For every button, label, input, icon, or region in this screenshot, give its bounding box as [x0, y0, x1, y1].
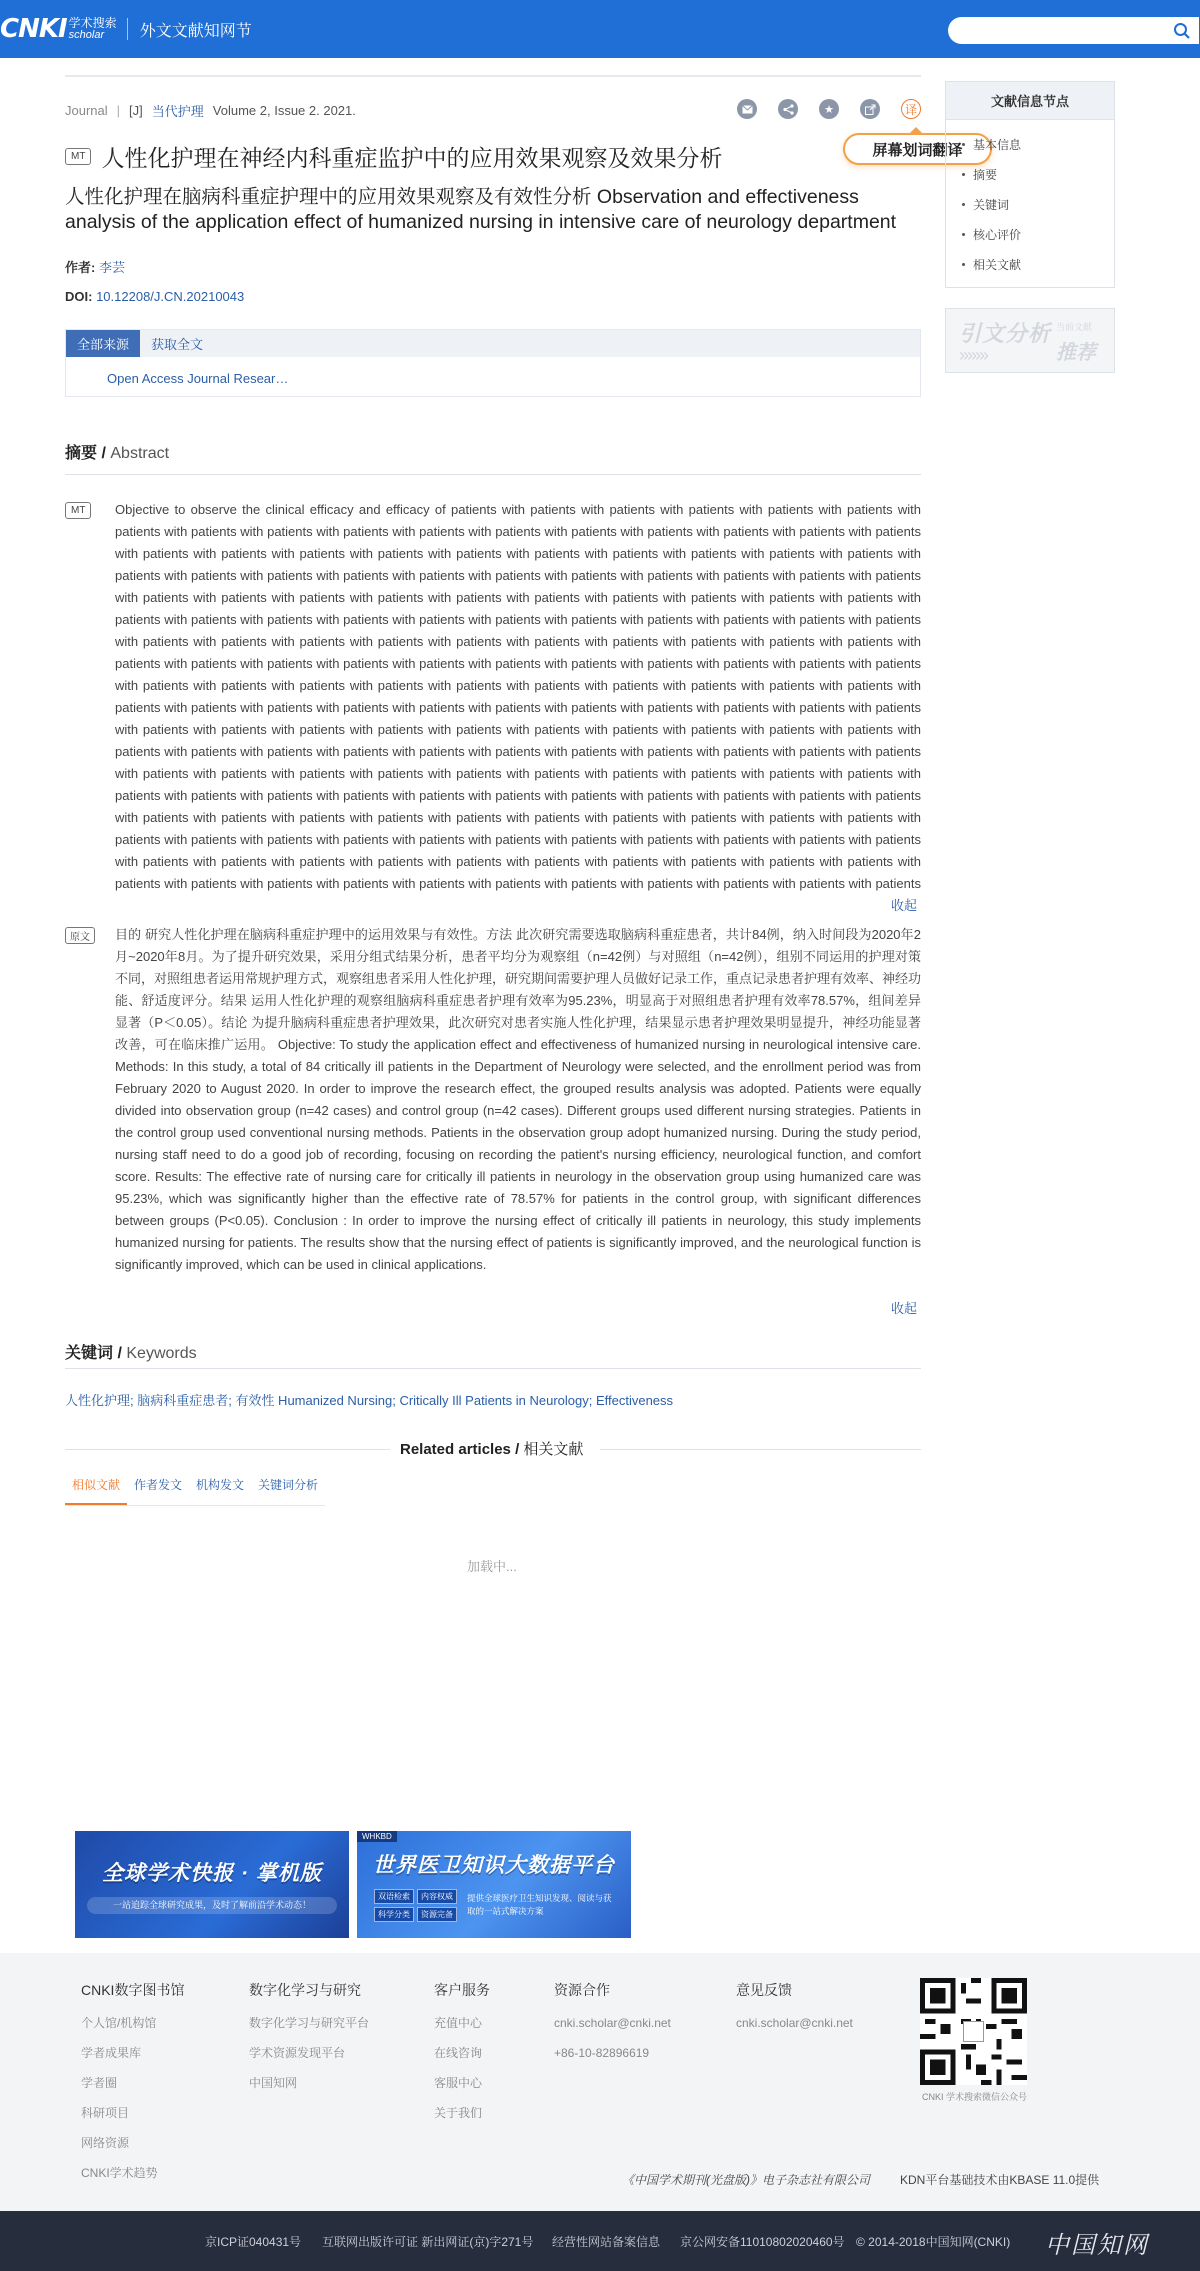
site-footer: [0, 1953, 1200, 2211]
info-nodes-panel: [945, 81, 1115, 288]
translate-button[interactable]: 译: [901, 99, 921, 119]
source-link[interactable]: Open Access Journal Resear…: [107, 371, 289, 386]
wechat-qr-code: [920, 1978, 1027, 2085]
kbase-text: KDN平台基础技术由KBASE 11.0提供: [900, 2173, 1100, 2187]
keywords-heading: 关键词 / Keywords: [65, 1345, 197, 1362]
page-title: [65, 140, 722, 173]
tab-institution-articles[interactable]: 机构发文: [196, 1478, 245, 1492]
cnki-footer-logo[interactable]: 中国知网: [1045, 2231, 1149, 2259]
star-icon[interactable]: ★: [819, 99, 839, 119]
abstract-divider: [65, 474, 921, 475]
license-link[interactable]: 互联网出版许可证 新出网证(京)字271号: [322, 2235, 534, 2249]
journal-meta: [65, 101, 356, 120]
tab-author-articles[interactable]: 作者发文: [134, 1478, 183, 1492]
collapse-link[interactable]: 收起: [890, 1301, 917, 1316]
journal-name-link[interactable]: 当代护理: [151, 104, 204, 119]
sidebar-item-keywords[interactable]: 关键词: [962, 196, 1009, 213]
footer-link[interactable]: 关于我们: [434, 2106, 483, 2120]
related-tabs: [65, 1474, 325, 1506]
author-label: 作者:: [65, 260, 96, 275]
footer-link[interactable]: 客服中心: [434, 2076, 483, 2090]
abstract-original-text: 目的 研究人性化护理在脑病科重症护理中的运用效果与有效性。方法 此次研究需要选取脑病科重症患者，共计84例，纳入时间段为2020年2月~2020年8月。为了提升研究效果，采用分组式结果分析，患者平均分为观察组（n=42例）与对照组（n=42例），组别不同运用的护理对策不同，对照组患者运用常规护理方式，观察组患者采用人性化护理，研究期间需要护理人员做好记录工作，重点记录患者护理有效率、神经功能、舒适度评分。结果 运用人性化护理的观察组脑病科重症患者护理有效率为95.23%，明显高于对照组患者护理有效率78.57%，组间差异显著（P＜0.05）。结论 为提升脑病科重症患者护理效果，此次研究对患者实施人性化护理，结果显示患者护理效果明显提升，神经功能显著改善，可在临床推广运用。 Objective: To study the application effect and effectiveness of humanized nursing in neurological intensive care. Methods: In this study, a total of 84 critically ill patients in the Department of Neurology were selected, and the enrollment period was from February 2020 to August 2020. In order to improve the research effect, the grouped results analysis was adopted. Patients were equally divided into observation group (n=42 cases) and control group (n=42 cases). Different groups used different nursing strategies. Patients in the control group used conventional nursing methods. Patients in the observation group adopt humanized nursing. During the study period, nursing staff need to do a good job of recording, focusing on recording the patient's nursing efficiency, neurological function, and comfort score. Results: The effective rate of nursing care for critically ill patients in neurology in the observation group using humanized care was 95.23%, which was significantly higher than the effective rate of 78.57% for patients in the control group, with significant differences between groups (P<0.05). Conclusion : In order to improve the nursing effect of critically ill patients in neurology, this study implements humanized nursing for patients. The results show that the nursing effect of patients is significantly improved, and the neurological function is significantly improved, which can be used in clinical applications.: [115, 927, 921, 1272]
logo-cn-text: 学术搜索: [68, 16, 117, 30]
doi-link[interactable]: 10.12208/J.CN.20210043: [96, 289, 245, 304]
article-toolbar: [737, 99, 921, 119]
footer-link[interactable]: 中国知网: [249, 2076, 298, 2090]
record-link[interactable]: 经营性网站备案信息: [552, 2235, 661, 2249]
footer-link[interactable]: 充值中心: [434, 2016, 483, 2030]
footer-link[interactable]: 学术资源发现平台: [249, 2046, 346, 2060]
publisher-text: 《中国学术期刊(光盘版)》电子杂志社有限公司: [622, 2173, 870, 2187]
footer-col-cooperation: 资源合作 cnki.scholar@cnki.net +86-10-82896619: [554, 1980, 671, 2076]
tab-keyword-analysis[interactable]: 关键词分析: [258, 1478, 319, 1492]
abstract-heading: 摘要 / Abstract: [65, 445, 170, 462]
icp-link[interactable]: 京ICP证040431号: [205, 2235, 302, 2249]
cnki-scholar-logo[interactable]: [0, 14, 252, 44]
meta-separator: |: [116, 103, 121, 118]
footer-link[interactable]: 个人馆/机构馆: [81, 2016, 157, 2030]
banner-global-express[interactable]: 全球学术快报 · 掌机版 一站追踪全球研究成果，及时了解前沿学术动态！: [75, 1831, 349, 1938]
screen-translate-popup[interactable]: 屏幕划词翻译: [843, 133, 992, 165]
bottom-bar: [0, 2211, 1200, 2271]
police-record-link[interactable]: 京公网安备11010802020460号: [680, 2235, 845, 2249]
footer-email[interactable]: cnki.scholar@cnki.net: [736, 2016, 853, 2030]
article-title: 人性化护理在神经内科重症监护中的应用效果观察及效果分析: [101, 145, 723, 171]
citation-analysis-ad[interactable]: 引文分析 当前文献 推荐 ›››››››: [945, 308, 1115, 373]
logo-cnki-text: CNKI: [0, 14, 67, 44]
article-original-title: 人性化护理在脑病科重症护理中的应用效果观察及有效性分析 Observation and effectiveness analysis of the application effect of humanized nursing in intensive care of neurology department: [65, 186, 897, 233]
sidebar-item-core-evaluation[interactable]: 核心评价: [962, 226, 1021, 243]
footer-col-feedback: 意见反馈 cnki.scholar@cnki.net: [736, 1980, 853, 2046]
sidebar-item-basic-info[interactable]: 基本信息: [962, 136, 1021, 153]
search-input[interactable]: [948, 17, 1199, 44]
related-articles-heading: Related articles / 相关文献: [65, 1438, 921, 1460]
footer-link[interactable]: CNKI学术趋势: [81, 2166, 158, 2180]
footer-link[interactable]: 网络资源: [81, 2136, 130, 2150]
site-name: 外文文献知网节: [139, 22, 252, 40]
footer-link[interactable]: 学者成果库: [81, 2046, 142, 2060]
search-icon[interactable]: [1173, 22, 1191, 40]
loading-indicator: 加载中...: [467, 1559, 517, 1574]
footer-col-digital: 数字化学习与研究 数字化学习与研究平台 学术资源发现平台 中国知网: [249, 1980, 369, 2106]
sources-panel: [65, 329, 921, 397]
footer-link[interactable]: 科研项目: [81, 2106, 130, 2120]
abstract-mt-text: Objective to observe the clinical efficacy and efficacy of patients with patients with patients with patients with patients with patients with patients with patients with patients with patients with patients with patients with patients with patients with patients with patients with patients with patients with patients with patients with patients with patients with patients with patients with patients with patients with patients with patients with patients with patients with patients with patients with patients with patients with patients with patients with patients with patients with patients with patients with patients with patients with patients with patients with patients with patients with patients with patients with patients with patients with patients with patients with patients with patients with patients with patients with patients with patients with patients with patients with patients with patients with patients with patients with patients with patients with patients with patients with patients with patients with patients with patients with patients with patients with patients with patients with patients with patients with patients with patients with patients with patients with patients with patients with patients with patients with patients with patients with patients with patients with patients with patients with patients with patients with patients with patients with patients with patients with patients with patients with patients with patients with patients with patients with patients with patients with patients with patients with patients with patients with patients with patients with patients with patients with patients with patients with patients with patients with patients with patients with patients with patients with patients with patients with patients with patients with patients with patients with patients with patients with patients with patients with patients with patients with patients with patients with patients with patients with patients with patients with patients with patients with patients with patients with patients with patients with patients with patients with patients with patients with patients with patients with patients with patients with patients with patients with patients with patients with patients with patients with patients with patients with patients with patients with patients with patients with patients with patients with patients with patients with patients with patients with patients with patients with patients with patients with patients with patients with patients with patients with patients with patients with patients with patients with patients: [115, 502, 921, 891]
footer-email[interactable]: cnki.scholar@cnki.net: [554, 2016, 671, 2030]
email-icon[interactable]: [737, 99, 757, 119]
author-link[interactable]: 李芸: [98, 260, 125, 275]
footer-link[interactable]: 学者圈: [81, 2076, 118, 2090]
keywords-divider: [65, 1368, 921, 1369]
footer-col-library: CNKI数字图书馆 个人馆/机构馆 学者成果库 学者圈 科研项目 网络资源 CNKI学术趋势: [81, 1980, 184, 2196]
top-divider: [65, 75, 921, 77]
abstract-machine-translation: [65, 499, 921, 917]
doi-line: [65, 289, 244, 304]
sidebar-item-related[interactable]: 相关文献: [962, 256, 1021, 273]
abstract-original: [65, 924, 921, 1320]
mt-badge: MT: [65, 502, 91, 519]
banner-world-medical-platform[interactable]: WHKBD 世界医卫知识大数据平台 双语检索 内容权威 科学分类 资源完备 提供全球医疗卫生知识发现、阅读与获取的一站式解决方案: [357, 1831, 631, 1938]
sidebar-item-abstract[interactable]: 摘要: [962, 166, 997, 183]
export-icon[interactable]: [860, 99, 880, 119]
footer-phone: +86-10-82896619: [554, 2046, 650, 2060]
footer-link[interactable]: 在线咨询: [434, 2046, 483, 2060]
footer-link[interactable]: 数字化学习与研究平台: [249, 2016, 370, 2030]
tab-get-fulltext[interactable]: 获取全文: [151, 337, 204, 352]
logo-divider: [127, 18, 128, 40]
doi-label: DOI:: [65, 289, 93, 304]
footer-col-service: 客户服务 充值中心 在线咨询 客服中心 关于我们: [434, 1980, 490, 2136]
keywords-list[interactable]: 人性化护理; 脑病科重症患者; 有效性 Humanized Nursing; Critically Ill Patients in Neurology; Effectiveness: [65, 1393, 674, 1408]
top-header: [0, 0, 1200, 58]
copyright-text: © 2014-2018中国知网(CNKI): [856, 2235, 1011, 2249]
tab-all-sources[interactable]: 全部来源: [66, 330, 140, 357]
author-line: [65, 257, 125, 276]
share-icon[interactable]: [778, 99, 798, 119]
doc-type: Journal: [65, 103, 108, 118]
mt-badge: MT: [65, 148, 91, 165]
volume-issue: Volume 2, Issue 2. 2021.: [212, 103, 356, 118]
logo-en-text: scholar: [68, 29, 105, 41]
original-badge: 原文: [65, 927, 95, 944]
journal-tag: [J]: [129, 103, 143, 118]
tab-similar-articles[interactable]: 相似文献: [65, 1474, 127, 1505]
collapse-link[interactable]: 收起: [890, 898, 917, 913]
qr-caption: CNKI 学术搜索微信公众号: [922, 2092, 1028, 2102]
info-nodes-title: 文献信息节点: [946, 82, 1114, 120]
